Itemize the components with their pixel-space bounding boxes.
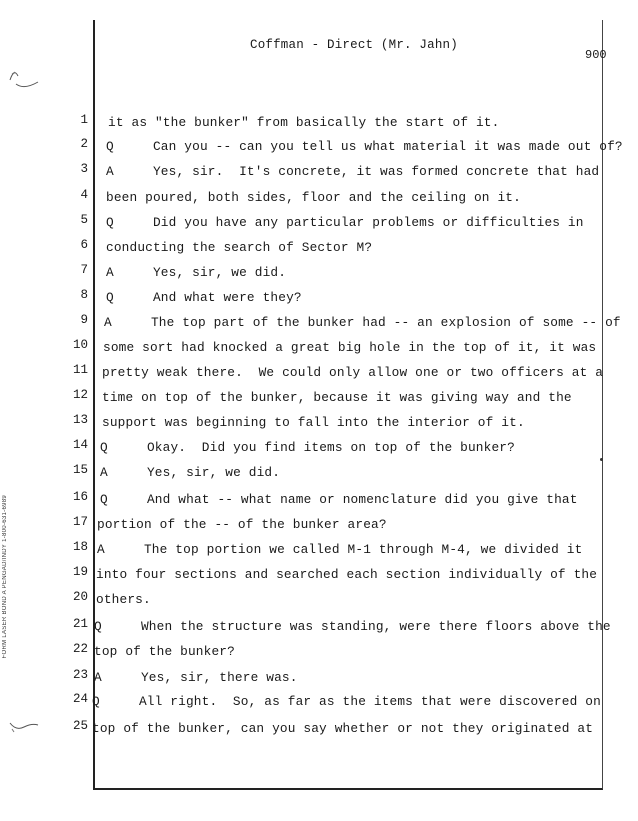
transcript-line: Q And what were they? <box>106 290 302 305</box>
line-number: 1 <box>80 113 88 127</box>
transcript-line: top of the bunker? <box>94 644 235 659</box>
line-number: 7 <box>80 263 88 277</box>
line-number: 10 <box>72 338 88 352</box>
transcript-line: Q Okay. Did you find items on top of the bunker? <box>100 440 515 455</box>
line-number: 2 <box>80 137 88 151</box>
transcript-line: Q Can you -- can you tell us what material it was made out of? <box>106 139 623 154</box>
transcript-line: Q Did you have any particular problems or difficulties in <box>106 215 584 230</box>
transcript-line: time on top of the bunker, because it was giving way and the <box>102 390 572 405</box>
transcript-line: A The top part of the bunker had -- an explosion of some -- of <box>104 315 621 330</box>
line-number: 24 <box>72 692 88 706</box>
transcript-line: Q And what -- what name or nomenclature did you give that <box>100 492 578 507</box>
transcript-line: A Yes, sir, there was. <box>94 670 298 685</box>
transcript-line: conducting the search of Sector M? <box>106 240 373 255</box>
line-number: 13 <box>72 413 88 427</box>
line-number: 16 <box>72 490 88 504</box>
transcript-line: portion of the -- of the bunker area? <box>97 517 387 532</box>
line-number: 3 <box>80 162 88 176</box>
line-number: 23 <box>72 668 88 682</box>
line-number: 6 <box>80 238 88 252</box>
line-number: 8 <box>80 288 88 302</box>
transcript-line: support was beginning to fall into the interior of it. <box>102 415 525 430</box>
stray-dot <box>600 458 603 461</box>
page-number: 900 <box>585 48 607 62</box>
line-number: 14 <box>72 438 88 452</box>
line-number: 20 <box>72 590 88 604</box>
transcript-line: A Yes, sir, we did. <box>100 465 281 480</box>
line-number: 11 <box>72 363 88 377</box>
line-number: 15 <box>72 463 88 477</box>
line-number: 21 <box>72 617 88 631</box>
line-number: 9 <box>80 313 88 327</box>
transcript-line: A Yes, sir, we did. <box>106 265 287 280</box>
transcript-line: into four sections and searched each section individually of the <box>96 567 598 582</box>
transcript-line: top of the bunker, can you say whether or not they originated at <box>92 721 594 736</box>
line-number: 25 <box>72 719 88 733</box>
transcript-line: A The top portion we called M-1 through M-4, we divided it <box>97 542 583 557</box>
line-number: 18 <box>72 540 88 554</box>
line-number: 4 <box>80 188 88 202</box>
margin-scribble-top <box>6 62 42 92</box>
line-number: 17 <box>72 515 88 529</box>
transcript-line: Q When the structure was standing, were there floors above the <box>94 619 611 634</box>
transcript-line: been poured, both sides, floor and the ceiling on it. <box>106 190 521 205</box>
transcript-line: pretty weak there. We could only allow one or two officers at a <box>102 365 604 380</box>
line-number: 19 <box>72 565 88 579</box>
line-number: 22 <box>72 642 88 656</box>
transcript-line: it as "the bunker" from basically the start of it. <box>108 115 500 130</box>
margin-scribble-bottom <box>6 715 42 737</box>
transcript-line: A Yes, sir. It's concrete, it was formed concrete that had <box>106 164 600 179</box>
line-number: 5 <box>80 213 88 227</box>
form-side-text: FORM LASER BOND A PENGAD/INDY 1-800-631-6989 <box>2 495 8 659</box>
line-number: 12 <box>72 388 88 402</box>
page-header: Coffman - Direct (Mr. Jahn) <box>250 38 458 52</box>
transcript-line: Q All right. So, as far as the items that were discovered on <box>92 694 601 709</box>
transcript-line: others. <box>96 592 151 607</box>
transcript-line: some sort had knocked a great big hole in the top of it, it was <box>103 340 597 355</box>
